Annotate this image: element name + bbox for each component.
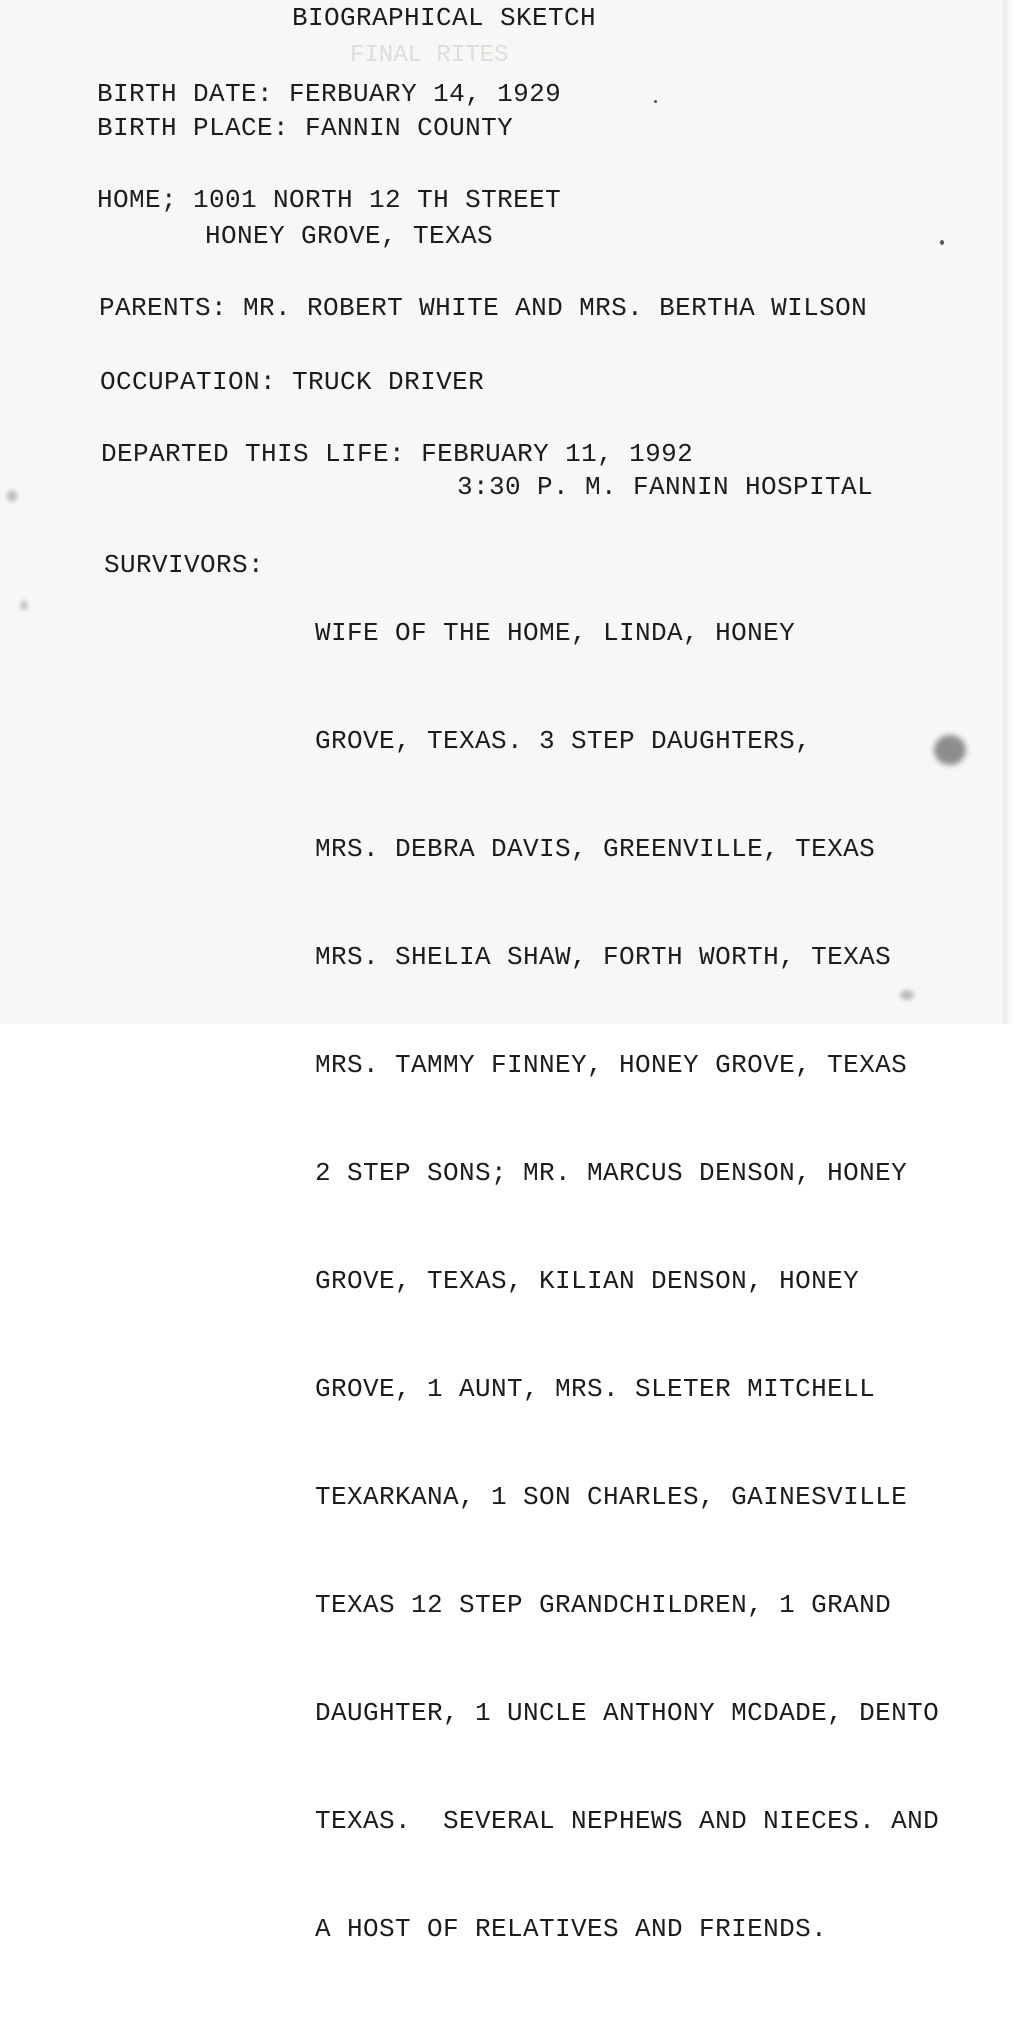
paper-edge — [1003, 0, 1021, 1024]
survivors-line: WIFE OF THE HOME, LINDA, HONEY — [315, 618, 796, 648]
occupation-value: TRUCK DRIVER — [292, 367, 485, 397]
birth-date-label: BIRTH DATE: — [97, 79, 274, 109]
survivors-line: GROVE, 1 AUNT, MRS. SLETER MITCHELL — [315, 1374, 876, 1404]
home-row — [97, 182, 561, 218]
parents-value: MR. ROBERT WHITE AND MRS. BERTHA WILSON — [243, 293, 868, 323]
birth-date-value: FERBUARY 14, 1929 — [289, 79, 562, 109]
survivors-line: TEXAS 12 STEP GRANDCHILDREN, 1 GRAND — [315, 1590, 892, 1620]
bleed-through-text: FINAL RITES — [350, 42, 509, 69]
parents-row — [99, 290, 867, 326]
survivors-line: 2 STEP SONS; MR. MARCUS DENSON, HONEY — [315, 1158, 908, 1188]
departed-date: FEBRUARY 11, 1992 — [421, 439, 694, 469]
survivors-line: GROVE, TEXAS, KILIAN DENSON, HONEY — [315, 1266, 860, 1296]
home-address-line1: 1001 NORTH 12 TH STREET — [193, 185, 562, 215]
departed-row — [101, 436, 693, 472]
ink-speck — [7, 490, 17, 502]
departed-label: DEPARTED THIS LIFE: — [101, 439, 406, 469]
survivors-line: A HOST OF RELATIVES AND FRIENDS. — [315, 1914, 828, 1944]
ink-speck — [940, 240, 944, 245]
survivors-line: DAUGHTER, 1 UNCLE ANTHONY MCDADE, DENTO — [315, 1698, 940, 1728]
survivors-line: MRS. SHELIA SHAW, FORTH WORTH, TEXAS — [315, 942, 892, 972]
survivors-label: SURVIVORS: — [104, 550, 265, 580]
survivors-line: MRS. TAMMY FINNEY, HONEY GROVE, TEXAS — [315, 1050, 908, 1080]
survivors-line: TEXARKANA, 1 SON CHARLES, GAINESVILLE — [315, 1482, 908, 1512]
survivors-line: GROVE, TEXAS. 3 STEP DAUGHTERS, — [315, 726, 812, 756]
survivors-line: MRS. DEBRA DAVIS, GREENVILLE, TEXAS — [315, 834, 876, 864]
birth-place-row — [97, 110, 513, 146]
ink-speck — [20, 600, 28, 610]
birth-date-row — [97, 76, 561, 112]
home-label: HOME; — [97, 185, 178, 215]
home-address-line2: HONEY GROVE, TEXAS — [205, 221, 494, 251]
parents-label: PARENTS: — [99, 293, 228, 323]
occupation-label: OCCUPATION: — [100, 367, 277, 397]
birth-place-value: FANNIN COUNTY — [305, 113, 514, 143]
occupation-row — [100, 364, 484, 400]
birth-place-label: BIRTH PLACE: — [97, 113, 290, 143]
survivors-line: TEXAS. SEVERAL NEPHEWS AND NIECES. AND — [315, 1806, 940, 1836]
document-title: BIOGRAPHICAL SKETCH — [292, 3, 597, 33]
departed-time-place: 3:30 P. M. FANNIN HOSPITAL — [457, 472, 874, 502]
ink-speck — [654, 100, 657, 103]
survivors-list — [315, 543, 939, 2019]
